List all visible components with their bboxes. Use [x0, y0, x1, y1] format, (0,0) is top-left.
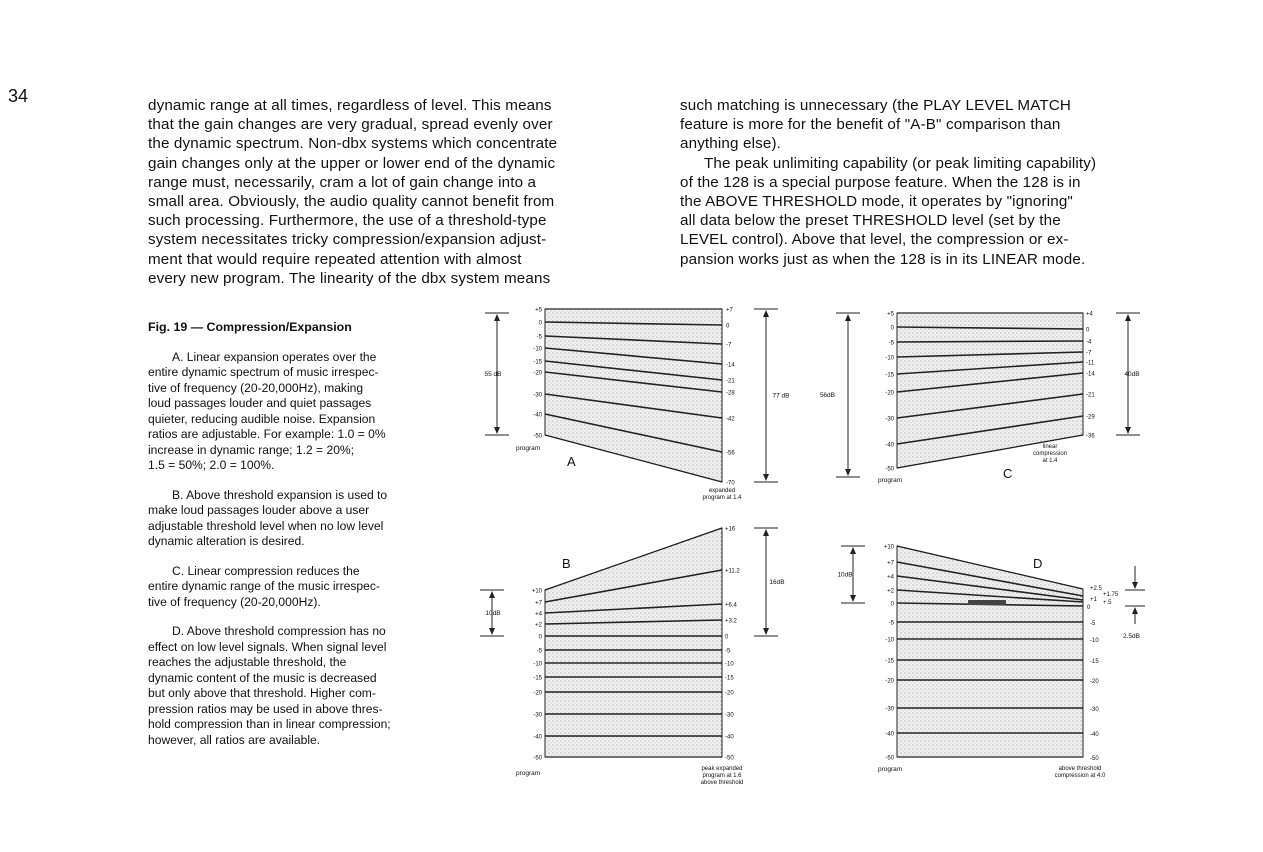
text-line: small area. Obviously, the audio quality cannot benefit from	[148, 193, 555, 211]
left-tick-label: -5	[888, 340, 894, 347]
bottom-right-label: compression	[1032, 451, 1068, 457]
right-tick-label: -10	[725, 661, 734, 668]
text-line: gain changes only at the upper or lower end of the dynamic	[148, 154, 556, 172]
left-tick-label: -50	[533, 433, 542, 440]
text-line: the ABOVE THRESHOLD mode, it operates by "ignoring"	[680, 193, 1073, 211]
left-tick-label: -15	[885, 658, 894, 665]
bottom-right-label: linear	[1042, 444, 1058, 450]
shaded-region	[897, 546, 1083, 757]
right-tick-label: -30	[725, 712, 734, 719]
bottom-left-label: program	[878, 766, 903, 773]
arrow-up-icon	[763, 529, 769, 536]
left-tick-label: -15	[533, 359, 542, 366]
caption-line: A. Linear expansion operates over the	[172, 349, 377, 364]
right-tick-label: -50	[725, 755, 734, 762]
right-tick-label: -42	[726, 416, 735, 423]
caption-line: however, all ratios are available.	[148, 732, 321, 747]
bottom-right-label: above threshold	[1058, 766, 1102, 772]
left-tick-label: -10	[533, 346, 542, 353]
range-label: 10dB	[485, 610, 501, 617]
text-line: that the gain changes are very gradual, spread evenly over	[148, 116, 553, 134]
text-line: feature is more for the benefit of "A-B" comparison than	[680, 116, 1061, 134]
right-tick-label: 0	[1086, 327, 1090, 334]
right-tick-label: -28	[726, 390, 735, 397]
right-tick-label: -36	[1086, 433, 1095, 440]
diagram-a-linear-expansion	[485, 308, 790, 502]
caption-line: tive of frequency (20-20,000Hz).	[148, 594, 321, 609]
caption-line: C. Linear compression reduces the	[172, 563, 360, 578]
left-tick-label: +7	[535, 600, 542, 607]
right-tick-label: -70	[726, 480, 735, 487]
right-tick-label: 0	[1087, 605, 1091, 611]
right-tick-label: +7	[726, 307, 733, 314]
left-tick-label: -30	[885, 416, 894, 423]
arrow-down-icon	[489, 628, 495, 635]
left-tick-label: -50	[885, 755, 894, 762]
caption-line: reaches the adjustable threshold, the	[148, 655, 347, 669]
text-line: pansion works just as when the 128 is in its LINEAR mode.	[680, 250, 1086, 268]
right-tick-label: -21	[1086, 392, 1095, 399]
right-tick-label: -56	[726, 450, 735, 457]
right-tick-label: -7	[726, 342, 732, 349]
left-tick-label: 0	[890, 601, 894, 608]
left-tick-label: 0	[538, 634, 542, 641]
right-tick-label: -20	[1090, 679, 1099, 685]
right-tick-label: -20	[725, 690, 734, 697]
caption-line: 1.5 = 50%; 2.0 = 100%.	[148, 458, 275, 472]
left-tick-label: -50	[885, 466, 894, 473]
right-tick-label: +16	[725, 526, 736, 533]
left-tick-label: -20	[885, 390, 894, 397]
range-label: 16dB	[769, 579, 785, 586]
left-tick-label: -20	[885, 678, 894, 685]
arrow-up-icon	[489, 591, 495, 598]
caption-line: D. Above threshold compression has no	[172, 624, 386, 638]
bottom-right-label: above threshold	[700, 780, 744, 786]
caption-line: tive of frequency (20-20,000Hz), making	[148, 380, 364, 395]
left-tick-label: -5	[536, 334, 542, 341]
text-line: every new program. The linearity of the dbx system means	[148, 269, 551, 287]
left-tick-label: +2	[535, 622, 542, 629]
text-line: of the 128 is a special purpose feature. When the 128 is in	[680, 173, 1081, 191]
text-line: the dynamic spectrum. Non-dbx systems which concentrate	[148, 135, 558, 153]
arrow-down-icon	[850, 595, 856, 602]
left-tick-label: -15	[885, 372, 894, 379]
diagram-letter: A	[567, 454, 576, 469]
arrow-down-icon	[763, 628, 769, 635]
caption-line: dynamic content of the music is decreased	[148, 670, 377, 685]
right-tick-label: +6.4	[725, 602, 737, 609]
left-tick-label: 0	[890, 325, 894, 332]
text-line: ment that would require repeated attention with almost	[148, 250, 522, 268]
right-tick-label: +.5	[1103, 600, 1112, 606]
arrow-up-icon	[763, 310, 769, 317]
right-tick-label: +4	[1086, 311, 1093, 318]
left-tick-label: -10	[885, 637, 894, 644]
right-tick-label: -4	[1086, 339, 1092, 346]
left-tick-label: -40	[885, 442, 894, 449]
bottom-right-label: at 1.4	[1042, 458, 1058, 464]
left-tick-label: -30	[533, 712, 542, 719]
threshold-mark	[968, 600, 1006, 605]
right-tick-label: 0	[725, 634, 729, 641]
bottom-right-label: compression at 4.0	[1054, 773, 1106, 779]
text-line: dynamic range at all times, regardless of level. This means	[148, 97, 552, 114]
figure-title: Fig. 19 — Compression/Expansion	[148, 320, 352, 334]
right-tick-label: -5	[725, 648, 731, 655]
right-tick-label: +1	[1090, 597, 1097, 603]
right-tick-label: -30	[1090, 707, 1099, 713]
shaded-region	[545, 528, 722, 757]
text-line: The peak unlimiting capability (or peak limiting capability)	[704, 154, 1097, 172]
left-tick-label: -30	[533, 392, 542, 399]
range-label: 2.5dB	[1123, 633, 1140, 640]
right-tick-label: -21	[726, 378, 735, 385]
range-label: 55 dB	[484, 371, 502, 378]
caption-line: quieter, reducing audible noise. Expansion	[148, 411, 376, 426]
right-tick-label: -10	[1090, 638, 1099, 644]
text-line: such matching is unnecessary (the PLAY LEVEL MATCH	[680, 97, 1072, 114]
caption-line: but only above that threshold. Higher com-	[148, 686, 376, 700]
left-tick-label: -40	[533, 412, 542, 419]
bottom-right-label: program at 1.4	[702, 495, 742, 501]
right-tick-label: -7	[1086, 350, 1092, 357]
arrow-up-icon	[1132, 607, 1138, 614]
right-tick-label: -5	[1090, 621, 1096, 627]
text-line: all data below the preset THRESHOLD level (set by the	[680, 212, 1061, 230]
left-tick-label: +4	[887, 574, 894, 581]
right-tick-label: -29	[1086, 414, 1095, 421]
text-line: system necessitates tricky compression/expansion adjust-	[148, 231, 547, 249]
left-tick-label: +10	[531, 588, 542, 595]
left-tick-label: -5	[536, 648, 542, 655]
arrow-down-icon	[494, 427, 500, 434]
left-tick-label: +5	[887, 311, 894, 318]
caption-line: B. Above threshold expansion is used to	[172, 487, 388, 502]
range-label: 10dB	[837, 571, 853, 579]
caption-line: increase in dynamic range; 1.2 = 20%;	[148, 442, 355, 457]
left-tick-label: -10	[533, 661, 542, 668]
level-line	[897, 341, 1083, 342]
range-label: 40dB	[1124, 371, 1140, 378]
text-line: such processing. Furthermore, the use of a threshold-type	[148, 212, 547, 230]
bottom-left-label: program	[878, 477, 903, 484]
caption-line: pression ratios may be used in above thres-	[148, 701, 383, 716]
right-tick-label: -11	[1086, 360, 1095, 367]
left-tick-label: -15	[533, 675, 542, 682]
text-line: anything else).	[680, 135, 782, 153]
caption-line: make loud passages louder above a user	[148, 503, 370, 517]
left-tick-label: +5	[535, 307, 542, 314]
left-tick-label: -40	[533, 734, 542, 741]
right-tick-label: +2.5	[1090, 586, 1102, 592]
caption-line: loud passages louder and quiet passages	[148, 396, 372, 410]
right-tick-label: -15	[725, 675, 734, 682]
bottom-right-label: program at 1.6	[702, 773, 742, 779]
left-tick-label: -5	[888, 620, 894, 627]
caption-line: adjustable threshold level when no low level	[148, 518, 384, 533]
text-line: range must, necessarily, cram a lot of gain change into a	[148, 173, 537, 191]
arrow-up-icon	[850, 547, 856, 554]
diagram-letter: B	[562, 556, 571, 571]
diagram-letter: C	[1003, 466, 1013, 481]
right-tick-label: -15	[1090, 659, 1099, 665]
caption-line: dynamic alteration is desired.	[148, 534, 305, 548]
right-tick-label: -14	[726, 362, 735, 369]
right-tick-label: -40	[1090, 732, 1099, 738]
left-tick-label: +4	[535, 611, 542, 618]
arrow-up-icon	[1125, 314, 1131, 321]
diagram-letter: D	[1033, 556, 1043, 571]
caption-line: effect on low level signals. When signal level	[148, 639, 387, 654]
caption-line: entire dynamic spectrum of music irrespec-	[148, 365, 379, 379]
right-tick-label: -40	[725, 734, 734, 741]
arrow-up-icon	[494, 314, 500, 321]
caption-line: hold compression than in linear compression;	[148, 717, 391, 731]
right-tick-label: +11.2	[725, 568, 740, 575]
bottom-left-label: program	[516, 445, 541, 452]
caption-line: ratios are adjustable. For example: 1.0 = 0%	[148, 427, 386, 441]
caption-line: entire dynamic range of the music irrespec-	[148, 579, 380, 593]
right-tick-label: -50	[1090, 756, 1099, 762]
arrow-down-icon	[845, 469, 851, 476]
left-tick-label: +10	[883, 544, 894, 551]
right-tick-label: +3.2	[725, 618, 737, 625]
arrow-down-icon	[763, 474, 769, 481]
left-tick-label: -10	[885, 355, 894, 362]
bottom-left-label: program	[516, 770, 541, 777]
text-line: LEVEL control). Above that level, the compression or ex-	[680, 231, 1069, 249]
right-tick-label: 0	[726, 323, 730, 330]
diagram-c-linear-compression	[820, 312, 1140, 485]
arrow-down-icon	[1125, 427, 1131, 434]
range-label: 77 dB	[772, 392, 790, 400]
range-label: 56dB	[819, 392, 835, 399]
left-tick-label: -30	[885, 706, 894, 713]
diagram-d-above-threshold-compression	[837, 545, 1145, 780]
bottom-right-label: expanded	[708, 488, 736, 494]
left-tick-label: -20	[533, 370, 542, 377]
page-number: 34	[8, 86, 29, 106]
left-tick-label: -50	[533, 755, 542, 762]
left-tick-label: +7	[887, 560, 894, 567]
right-tick-label: -14	[1086, 371, 1095, 378]
left-tick-label: -40	[885, 731, 894, 738]
left-tick-label: 0	[538, 320, 542, 327]
right-tick-label: +1.75	[1103, 592, 1119, 598]
arrow-down-icon	[1132, 582, 1138, 589]
left-tick-label: -20	[533, 690, 542, 697]
diagram-b-above-threshold-expansion	[480, 527, 785, 787]
bottom-right-label: peak expanded	[701, 766, 743, 772]
arrow-up-icon	[845, 314, 851, 321]
left-tick-label: +2	[887, 588, 894, 595]
